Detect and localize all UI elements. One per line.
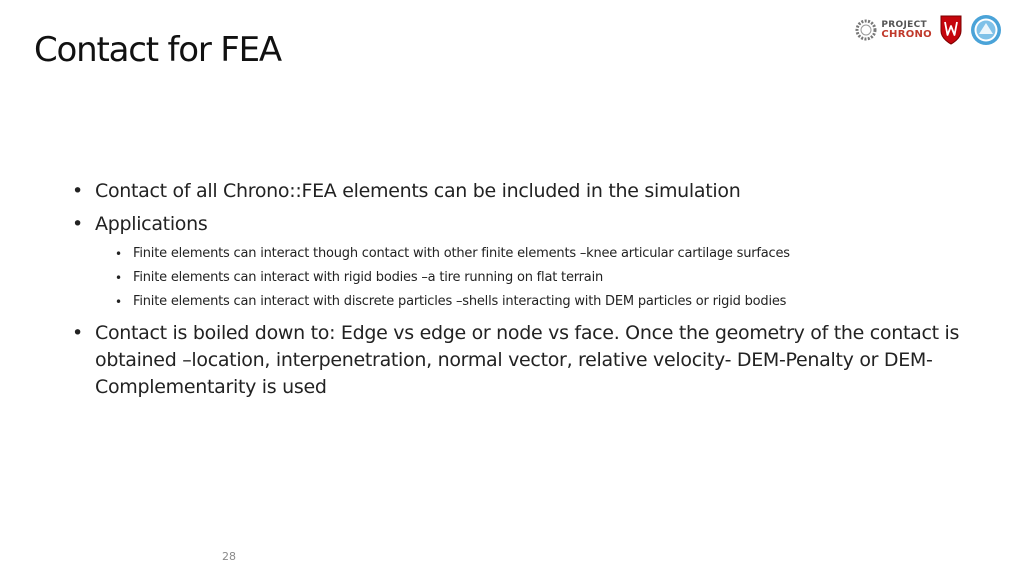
sub-bullet-marker: • <box>115 271 122 285</box>
sub-bullet-marker: • <box>115 247 122 261</box>
sub-bullet-list <box>95 242 972 314</box>
logo-group <box>855 14 1002 46</box>
university-seal-icon <box>970 14 1002 46</box>
bullet-text: Contact of all Chrono::FEA elements can be included in the simulation <box>95 180 741 202</box>
sub-bullet-item <box>115 266 972 290</box>
sub-bullet-text: Finite elements can interact with rigid bodies –a tire running on flat terrain <box>133 270 604 285</box>
chrono-logo-line2: CHRONO <box>881 29 932 40</box>
bullet-item <box>72 211 972 314</box>
bullet-marker: • <box>72 180 83 202</box>
sub-bullet-text: Finite elements can interact though contact with other finite elements –knee articular cartilage surfaces <box>133 246 790 261</box>
sub-bullet-item <box>115 242 972 266</box>
sub-bullet-text: Finite elements can interact with discrete particles –shells interacting with DEM particles or rigid bodies <box>133 294 787 309</box>
bullet-item <box>72 320 972 401</box>
slide-title: Contact for FEA <box>34 30 281 70</box>
sub-bullet-item <box>115 290 972 314</box>
uw-crest-icon <box>940 15 962 45</box>
bullet-marker: • <box>72 322 83 344</box>
chrono-logo-line1: PROJECT <box>881 20 927 30</box>
bullet-marker: • <box>72 213 83 235</box>
bullet-list <box>72 178 972 401</box>
bullet-text: Contact is boiled down to: Edge vs edge or node vs face. Once the geometry of the contact is obtained –location, interpenetration, normal vector, relative velocity- DEM-Penalty or DEM-Complementarity is used <box>95 322 960 398</box>
page-number: 28 <box>222 550 236 563</box>
project-chrono-logo <box>855 19 932 41</box>
chrono-gear-icon <box>855 19 877 41</box>
bullet-text: Applications <box>95 213 208 235</box>
bullet-content <box>72 178 972 407</box>
bullet-item <box>72 178 972 205</box>
sub-bullet-marker: • <box>115 295 122 309</box>
